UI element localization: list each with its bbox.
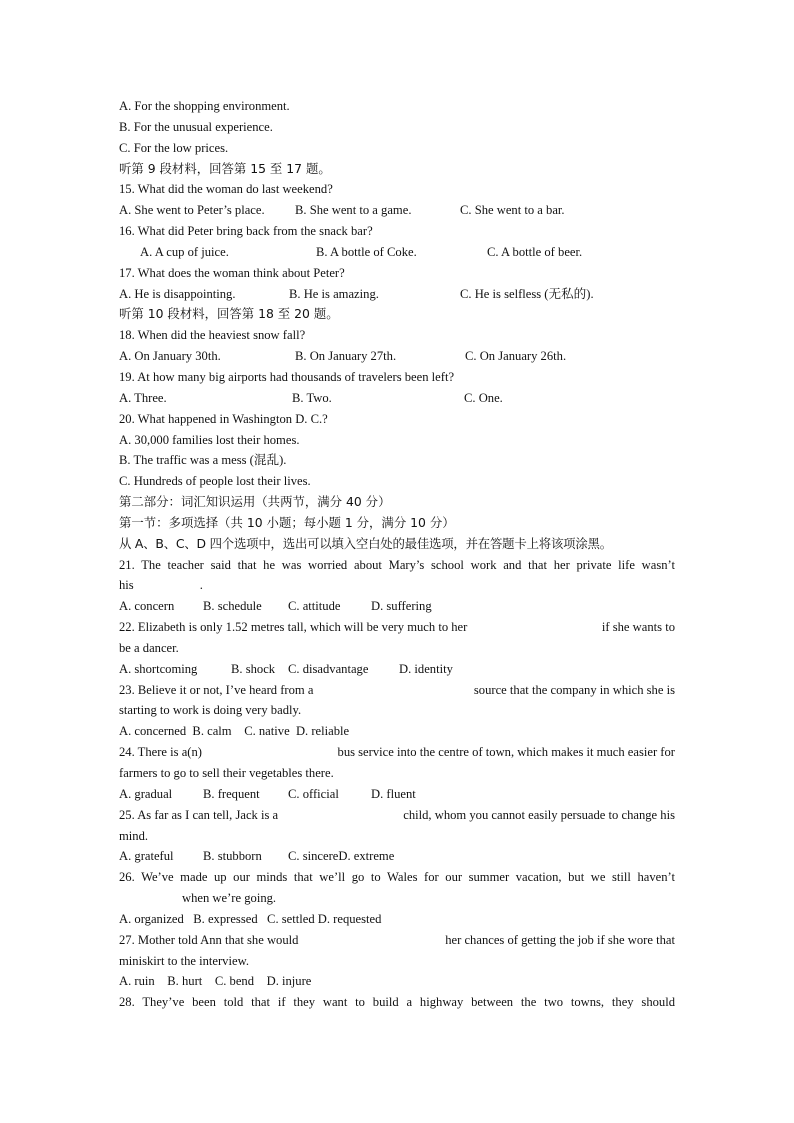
- q26-stem-line2: [119, 888, 675, 909]
- section-9-heading: 听第 9 段材料，回答第 15 至 17 题。: [119, 160, 331, 176]
- q25-option-b: B. stubborn: [203, 849, 262, 864]
- q19-option-a: A. Three.: [119, 390, 167, 405]
- q18-option-b: B. On January 27th.: [295, 349, 397, 364]
- q24-option-b: B. frequent: [203, 786, 260, 801]
- q14-option-c: C. For the low prices.: [119, 140, 229, 155]
- q21-options: [119, 596, 675, 617]
- q25-stem-post: child, whom you cannot easily persuade to change his: [403, 807, 675, 822]
- q15-stem: 15. What did the woman do last weekend?: [119, 182, 333, 197]
- q27-stem-line1: [119, 930, 675, 951]
- q14-option-b: B. For the unusual experience.: [119, 119, 273, 134]
- q21-stem-post: .: [199, 578, 203, 593]
- q26-stem-post: when we’re going.: [182, 891, 277, 906]
- q22-option-a: A. shortcoming: [119, 661, 198, 676]
- q18-options: [119, 346, 675, 367]
- q23-stem-line1: [119, 680, 675, 701]
- q22-option-b: B. shock: [231, 661, 276, 676]
- q25-stem-line2: mind.: [119, 828, 149, 843]
- q22-option-c: C. disadvantage: [288, 661, 369, 676]
- q24-option-a: A. gradual: [119, 786, 173, 801]
- q27-stem-post: her chances of getting the job if she wore that: [445, 932, 675, 947]
- q15-option-c: C. She went to a bar.: [460, 203, 565, 218]
- q21-option-d: D. suffering: [371, 599, 432, 614]
- q17-option-a: A. He is disappointing.: [119, 286, 236, 301]
- q24-option-d: D. fluent: [371, 786, 416, 801]
- q25-option-a: A. grateful: [119, 849, 174, 864]
- q27-stem-line2: miniskirt to the interview.: [119, 953, 249, 968]
- q24-stem-pre: 24. There is a(n): [119, 745, 202, 760]
- q21-stem-line2: [119, 575, 675, 596]
- q14-option-a: A. For the shopping environment.: [119, 99, 290, 113]
- q16-option-a: A. A cup of juice.: [140, 244, 229, 259]
- q18-stem: 18. When did the heaviest snow fall?: [119, 328, 306, 343]
- q23-stem-pre: 23. Believe it or not, I’ve heard from a: [119, 682, 314, 697]
- q25-options: [119, 846, 675, 867]
- q19-option-c: C. One.: [464, 390, 503, 405]
- q21-stem-pre: his: [119, 578, 134, 593]
- q16-option-c: C. A bottle of beer.: [487, 244, 583, 259]
- q24-stem-line2: farmers to go to sell their vegetables there.: [119, 766, 334, 780]
- q27-options: A. ruin B. hurt C. bend D. injure: [119, 974, 312, 989]
- q20-option-a: A. 30,000 families lost their homes.: [119, 432, 300, 447]
- q24-option-c: C. official: [288, 786, 339, 801]
- q22-stem-line1: [119, 617, 675, 638]
- q26-stem-line1: 26. We’ve made up our minds that we’ll go to Wales for our summer vacation, but we still haven’t: [119, 870, 675, 885]
- q21-stem-line1: 21. The teacher said that he was worried about Mary’s school work and that her private life wasn’t: [119, 557, 675, 572]
- q20-stem: 20. What happened in Washington D. C.?: [119, 411, 328, 426]
- section-10-heading: 听第 10 段材料，回答第 18 至 20 题。: [119, 306, 339, 322]
- q26-options: A. organized B. expressed C. settled D. requested: [119, 911, 382, 926]
- section-1-heading: 第一节：多项选择（共 10 小题；每小题 1 分，满分 10 分）: [119, 514, 455, 530]
- q22-stem-pre: 22. Elizabeth is only 1.52 metres tall, which will be very much to her: [119, 620, 468, 635]
- q22-stem-post: if she wants to: [601, 620, 675, 635]
- q17-option-b: B. He is amazing.: [289, 286, 379, 301]
- q16-options: [119, 242, 675, 263]
- part-2-heading: 第二部分：词汇知识运用（共两节，满分 40 分）: [119, 494, 391, 510]
- q22-option-d: D. identity: [399, 661, 453, 676]
- q15-option-b: B. She went to a game.: [295, 203, 412, 218]
- q20-option-c: C. Hundreds of people lost their lives.: [119, 474, 311, 489]
- q25-stem-pre: 25. As far as I can tell, Jack is a: [119, 807, 279, 822]
- q22-stem-line2: be a dancer.: [119, 640, 179, 655]
- document-page: [119, 96, 675, 1013]
- q21-option-c: C. attitude: [288, 599, 341, 614]
- q17-option-c: C. He is selfless (无私的).: [460, 286, 594, 301]
- q18-option-a: A. On January 30th.: [119, 349, 221, 364]
- q23-stem-post: source that the company in which she is: [473, 682, 675, 697]
- q19-stem: 19. At how many big airports had thousands of travelers been left?: [119, 369, 455, 384]
- q20-option-b: B. The traffic was a mess (混乱).: [119, 453, 287, 468]
- q19-option-b: B. Two.: [292, 390, 332, 405]
- q15-options: [119, 200, 675, 221]
- q23-options: A. concerned B. calm C. native D. reliable: [119, 724, 350, 739]
- q15-option-a: A. She went to Peter’s place.: [119, 203, 265, 218]
- q17-stem: 17. What does the woman think about Peter?: [119, 265, 345, 280]
- q17-options: [119, 284, 675, 305]
- instruction-text: 从 A、B、C、D 四个选项中，选出可以填入空白处的最佳选项，并在答题卡上将该项涂黑。: [119, 535, 612, 551]
- q16-option-b: B. A bottle of Coke.: [316, 244, 417, 259]
- q21-option-b: B. schedule: [203, 599, 262, 614]
- q24-options: [119, 784, 675, 805]
- q21-option-a: A. concern: [119, 599, 175, 614]
- q22-options: [119, 659, 675, 680]
- q23-stem-line2: starting to work is doing very badly.: [119, 703, 302, 718]
- q24-stem-post: bus service into the centre of town, which makes it much easier for: [337, 745, 675, 760]
- q16-stem: 16. What did Peter bring back from the snack bar?: [119, 224, 373, 239]
- q24-stem-line1: [119, 742, 675, 763]
- q27-stem-pre: 27. Mother told Ann that she would: [119, 932, 299, 947]
- q25-stem-line1: [119, 805, 675, 826]
- q25-option-c: C. sincereD. extreme: [288, 849, 395, 864]
- q28-stem-line1: 28. They’ve been told that if they want to build a highway between the two towns, they should: [119, 995, 675, 1010]
- q19-options: [119, 388, 675, 409]
- q18-option-c: C. On January 26th.: [465, 349, 567, 364]
